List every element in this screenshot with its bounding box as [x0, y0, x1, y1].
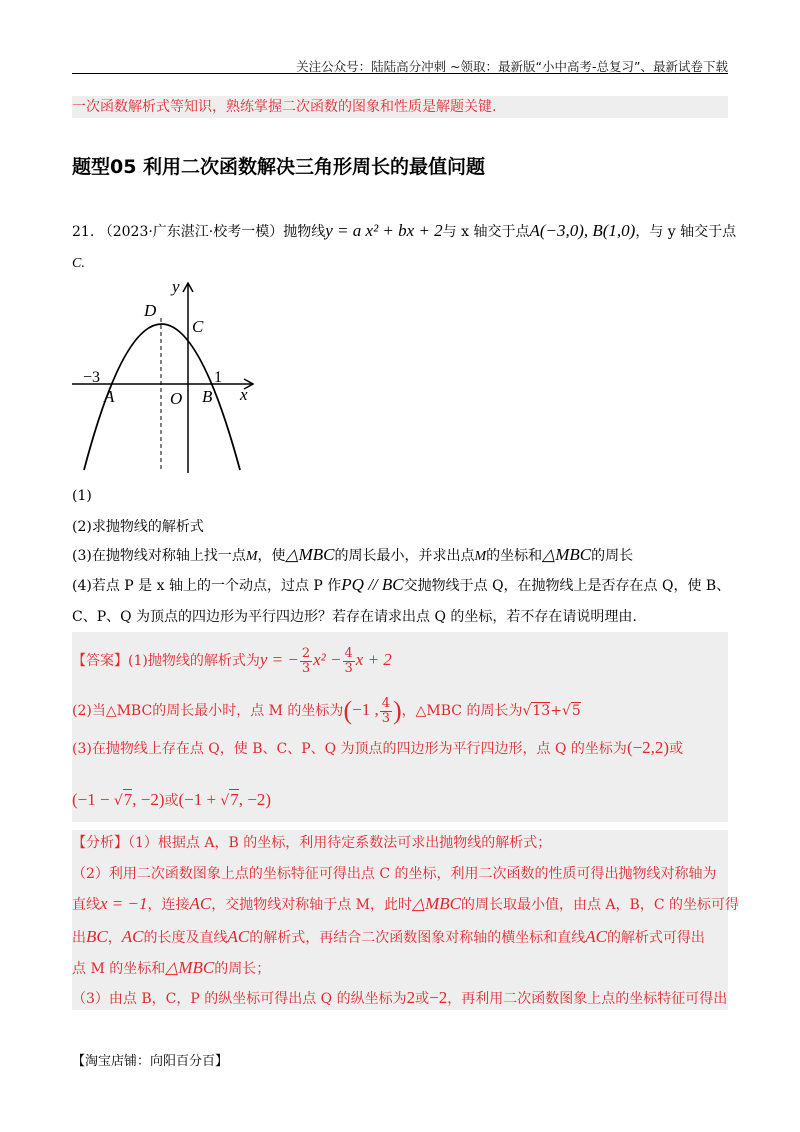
answer-1-frac-2	[343, 647, 355, 676]
analysis-l3-ac: AC	[189, 894, 212, 913]
analysis-l4-ac: AC	[121, 927, 144, 946]
analysis-l3b: ，连接	[147, 897, 190, 913]
frac-den: 3	[344, 660, 353, 676]
analysis-l5-tri: △MBC	[165, 958, 215, 977]
frac-den: 3	[381, 710, 390, 726]
intersection-points: A(−3,0), B(1,0)	[529, 221, 636, 240]
analysis-l6-v1: 2	[406, 988, 416, 1007]
analysis-l4b: ，	[107, 930, 122, 946]
part-3-m: M	[245, 549, 258, 564]
analysis-l3d: 的周长取最小值，由点 A，B，C 的坐标可得	[461, 897, 740, 913]
analysis-l6-v2: −2	[429, 988, 448, 1007]
analysis-l1: （1）根据点 A，B 的坐标，利用待定系数法可求出抛物线的解析式；	[128, 835, 552, 851]
part-3-triangle-2: △MBC	[542, 545, 592, 564]
answer-3-text: (3)在抛物线上存在点 Q，使 B、C、P、Q 为顶点的四边形为平行四边形，点 Q 的坐标为	[72, 741, 627, 757]
stem-text-c: ，与 y 轴交于点	[635, 224, 737, 240]
analysis-l4-bc: BC	[86, 927, 108, 946]
frac-num: 4	[381, 695, 390, 711]
analysis-l6-or: 或	[415, 991, 430, 1007]
analysis-l3a: 直线	[72, 897, 100, 913]
answer-3	[72, 738, 683, 759]
answer-1-text: (1)抛物线的解析式为	[128, 653, 260, 669]
header-rule	[72, 73, 728, 74]
analysis-4	[72, 927, 705, 948]
label-b: B	[202, 387, 213, 406]
answer-3-coord-3b: , −2)	[238, 790, 272, 809]
part-3-m-2: M	[474, 549, 487, 564]
answer-tag: 【答案】	[72, 653, 128, 669]
parabola-graph	[72, 278, 262, 478]
answer-3-or: 或	[669, 741, 684, 757]
analysis-l4e: 的解析式可得出	[606, 930, 705, 946]
analysis-1	[72, 833, 551, 853]
problem-stem	[72, 221, 736, 242]
analysis-l3-tri: △MBC	[412, 894, 461, 913]
top-note: 一次函数解析式等知识，熟练掌握二次函数的图象和性质是解题关键.	[72, 99, 497, 115]
answer-1	[72, 645, 392, 676]
answer-3-line2: (−1 − √7, −2)或(−1 + √7, −2)	[72, 790, 272, 809]
answer-2-sqrt-5: 5	[571, 703, 581, 719]
answer-3-or-2: 或	[164, 793, 179, 809]
analysis-l4d: 的解析式，再结合二次函数图象对称轴的横坐标和直线	[249, 930, 586, 946]
analysis-l5a: 点 M 的坐标和	[72, 961, 166, 977]
footer-shop: 【淘宝店铺：向阳百分百】	[72, 1054, 229, 1069]
answer-3-coord-2b: , −2)	[132, 790, 165, 809]
part-3-text-c: 的周长最小，并求出点	[334, 548, 475, 564]
stem-text-b: 与 x 轴交于点	[442, 224, 530, 240]
label-y: y	[172, 278, 180, 296]
part-3-text-b: ，使	[257, 548, 286, 564]
part-1: (1)	[72, 488, 92, 504]
analysis-l3-eq: x = −1	[100, 894, 148, 913]
label-x: x	[240, 385, 248, 404]
analysis-l4c: 的长度及直线	[143, 930, 228, 946]
stem-text-a: 抛物线	[283, 224, 326, 240]
answer-3-coord-1: (−2,2)	[626, 738, 670, 757]
parabola-equation: y = a x² + bx + 2	[325, 221, 443, 240]
answer-1-y: y = −	[259, 650, 299, 669]
analysis-5	[72, 958, 270, 979]
analysis-l4-ac3: AC	[585, 927, 607, 946]
section-title: 题型05 利用二次函数解决三角形周长的最值问题	[72, 156, 486, 178]
analysis-l4-ac2: AC	[227, 927, 250, 946]
analysis-l4a: 出	[72, 930, 86, 946]
answer-2: (2)当△MBC的周长最小时，点 M 的坐标为(−1 , $\frac{4}{3}$ )，△MBC 的周长为√13+√5	[72, 695, 581, 726]
part-4-line2: C、P、Q 为顶点的四边形为平行四边形？若存在请求出点 Q 的坐标，若不存在请说明理由.	[72, 609, 637, 625]
analysis-l5b: 的周长；	[214, 961, 271, 977]
part-4-text-a: (4)若点 P 是 x 轴上的一个动点，过点 P 作	[72, 578, 342, 594]
header-banner: 关注公众号：陆陆高分冲刺 ~领取：最新版“小中高考-总复习”、最新试卷下载	[296, 59, 728, 74]
answer-3-sqrt-7b: 7	[230, 790, 239, 809]
analysis-6	[72, 988, 727, 1009]
answer-2-frac	[380, 697, 392, 726]
answer-3-coord-2a: (−1 −	[72, 790, 114, 809]
answer-1-frac-1	[300, 647, 312, 676]
analysis-l6a: （3）由点 B，C，P 的纵坐标可得出点 Q 的纵坐标为	[72, 991, 407, 1007]
part-3-text-a: (3)在抛物线对称轴上找一点	[72, 548, 246, 564]
analysis-l6b: ，再利用二次函数图象上点的坐标特征可得出	[447, 991, 728, 1007]
answer-2-tail: ，△MBC 的周长为	[401, 703, 523, 719]
problem-source: （2023·广东湛江·校考一模）	[98, 224, 284, 240]
problem-number: 21.	[72, 224, 95, 240]
analysis-tag: 【分析】	[72, 835, 128, 851]
answer-2-sqrt-13: 13	[532, 703, 551, 719]
answer-3-sqrt-7a: 7	[123, 790, 133, 809]
analysis-2: （2）利用二次函数图象上点的坐标特征可得出点 C 的坐标，利用二次函数的性质可得出抛物线对称轴为	[72, 866, 717, 882]
label-a: A	[104, 387, 115, 406]
answer-1-mid: x² −	[313, 650, 342, 669]
analysis-l3c: ，交抛物线对称轴于点 M，此时	[211, 897, 413, 913]
answer-3-coord-3a: (−1 +	[178, 790, 221, 809]
stem-text-d: C.	[72, 256, 85, 271]
label-d: D	[144, 301, 157, 320]
analysis-3	[72, 894, 739, 915]
part-3-text-d: 的坐标和	[486, 548, 543, 564]
frac-num: 2	[301, 645, 311, 661]
answer-2-text: (2)当△MBC的周长最小时，点 M 的坐标为	[72, 703, 344, 719]
answer-2-plus: +	[550, 703, 562, 719]
answer-2-coord: −1 ,	[352, 700, 379, 719]
part-3-text-e: 的周长	[591, 548, 634, 564]
label-neg3: −3	[83, 369, 101, 386]
part-2: (2)求抛物线的解析式	[72, 519, 204, 535]
part-3-triangle: △MBC	[285, 545, 335, 564]
label-o: O	[170, 389, 183, 408]
label-one: 1	[214, 369, 222, 386]
analysis-band	[72, 830, 728, 1010]
part-4-line1	[72, 575, 730, 596]
frac-num: 4	[344, 645, 353, 661]
part-4-text-b: 交抛物线于点 Q，在抛物线上是否存在点 Q，使 B、	[403, 578, 731, 594]
label-c: C	[192, 317, 204, 336]
part-3	[72, 545, 633, 567]
answer-1-end: x + 2	[355, 650, 392, 669]
frac-den: 3	[301, 660, 311, 676]
part-4-pq-bc: PQ // BC	[341, 575, 404, 594]
